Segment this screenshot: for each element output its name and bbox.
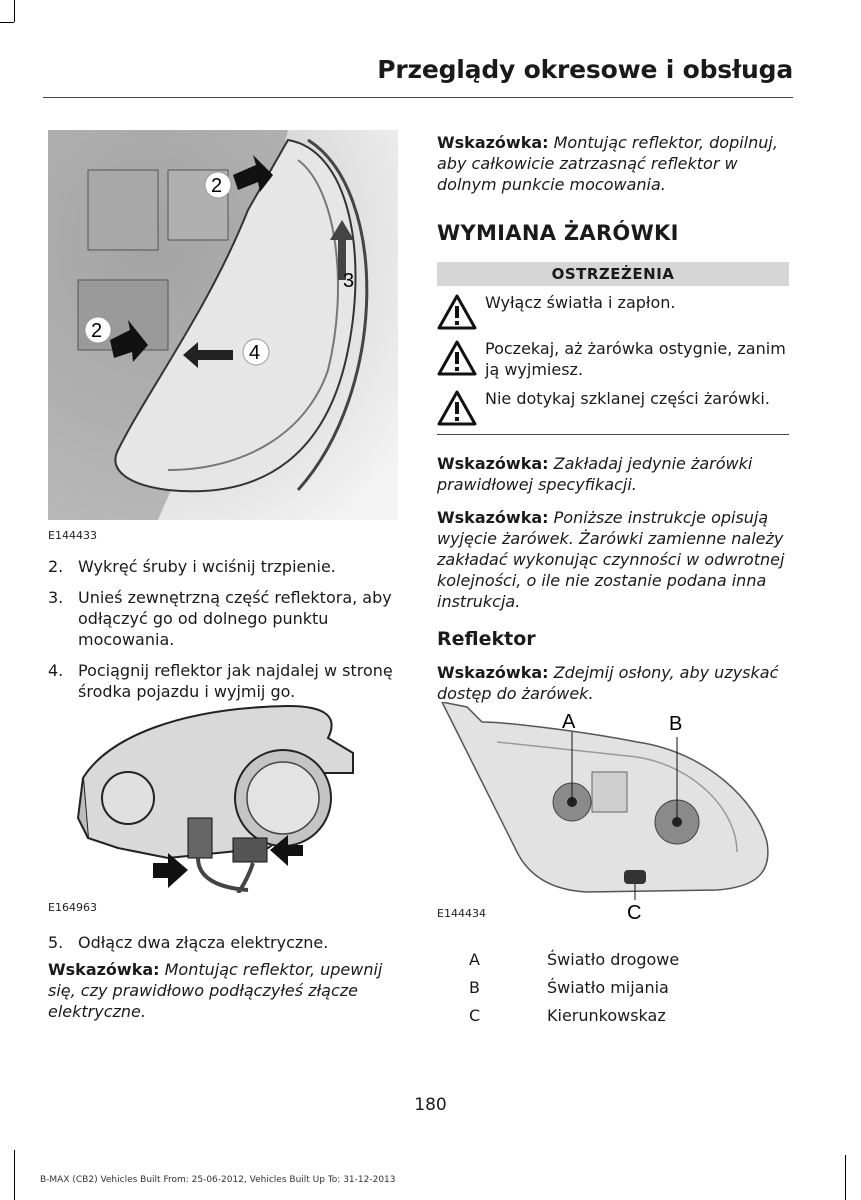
footer-vehicle-info: B-MAX (CB2) Vehicles Built From: 25-06-2012, Vehicles Built Up To: 31-12-2013 (40, 1175, 396, 1185)
step-4: 4. Pociągnij reflektor jak najdalej w stronę środka pojazdu i wyjmij go. (48, 661, 393, 701)
callout-2b: 2 (91, 320, 103, 342)
step-2: 2. Wykręć śruby i wciśnij trzpienie. (48, 557, 336, 576)
note-connector: Wskazówka: Montując reflektor, upewnij się, czy prawidłowo podłączyłeś złącze elektryczne. (48, 960, 383, 1021)
legend-row: C Kierunkowskaz (469, 1005, 666, 1025)
section-title: WYMIANA ŻARÓWKI (437, 221, 679, 245)
figure-code: E144433 (48, 529, 97, 542)
subsection-title: Reflektor (437, 628, 536, 650)
callout-c: C (627, 902, 642, 922)
crop-mark (845, 1155, 846, 1200)
note-covers: Wskazówka: Zdejmij osłony, aby uzyskać dostęp do żarówek. (437, 663, 779, 703)
figure-code: E164963 (48, 901, 97, 914)
headlight-bulbs-figure (437, 702, 777, 922)
legend-row: B Światło mijania (469, 977, 669, 997)
callout-2a: 2 (211, 175, 223, 197)
figure-code: E144434 (437, 907, 486, 920)
callout-3: 3 (343, 270, 355, 292)
warning-item: Nie dotykaj szklanej części żarówki. (437, 388, 789, 426)
page-title: Przeglądy okresowe i obsługa (377, 55, 793, 84)
warning-item: Poczekaj, aż żarówka ostygnie, zanim ją wyjmiesz. (437, 338, 789, 380)
crop-mark (14, 0, 15, 22)
step-5: 5. Odłącz dwa złącza elektryczne. (48, 933, 329, 952)
warning-triangle-icon (437, 340, 477, 376)
callout-a: A (562, 711, 576, 733)
legend-row: A Światło drogowe (469, 949, 680, 969)
headlight-connectors-figure (48, 698, 378, 893)
warning-item: Wyłącz światła i zapłon. (437, 292, 789, 330)
callout-b: B (669, 713, 683, 735)
callout-4: 4 (249, 342, 261, 364)
note-instructions: Wskazówka: Poniższe instrukcje opisują wyjęcie żarówek. Żarówki zamienne należy zakładać wykonując czynności w odwrotnej kolejności, o ile nie zostanie podana inna instrukcja. (437, 508, 785, 611)
warnings-header: OSTRZEŻENIA (437, 262, 789, 286)
crop-mark (0, 22, 14, 23)
bulb-legend (437, 945, 789, 1029)
warning-triangle-icon (437, 294, 477, 330)
headlight-removal-figure (48, 130, 398, 520)
crop-mark (14, 1150, 15, 1200)
note-spec: Wskazówka: Zakładaj jedynie żarówki prawidłowej specyfikacji. (437, 454, 753, 494)
step-3: 3. Unieś zewnętrzną część reflektora, aby odłączyć go od dolnego punktu mocowania. (48, 588, 392, 649)
header-divider (43, 97, 793, 98)
warnings-divider (437, 434, 789, 435)
warning-triangle-icon (437, 390, 477, 426)
page-number: 180 (414, 1095, 447, 1115)
note-latch: Wskazówka: Montując reflektor, dopilnuj, aby całkowicie zatrzasnąć reflektor w dolnym punkcie mocowania. (437, 133, 778, 194)
